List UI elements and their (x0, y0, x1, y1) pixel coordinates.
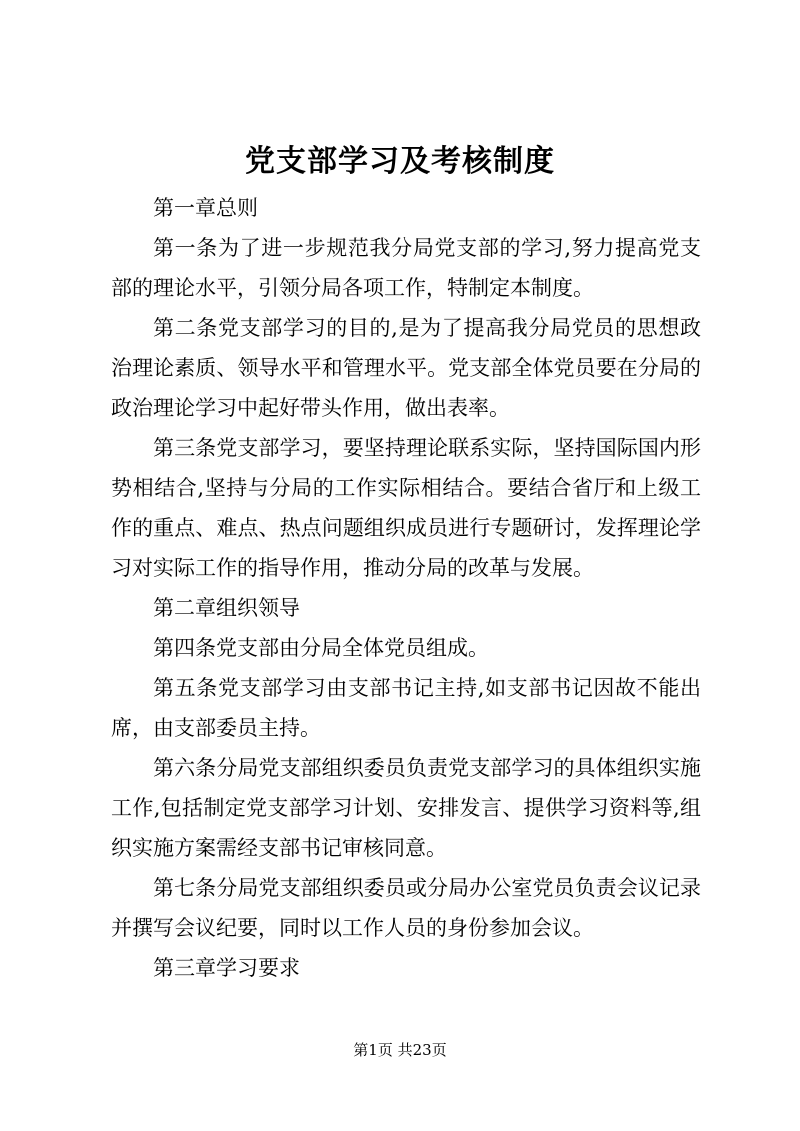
page-number-footer: 第1页 共23页 (353, 1041, 447, 1059)
article-6: 第六条分局党支部组织委员负责党支部学习的具体组织实施工作,包括制定党支部学习计划、安排发言、提供学习资料等,组织实施方案需经支部书记审核同意。 (111, 756, 701, 860)
article-3: 第三条党支部学习，要坚持理论联系实际，坚持国际国内形势相结合,坚持与分局的工作实际相结合。要结合省厅和上级工作的重点、难点、热点问题组织成员进行专题研讨，发挥理论学习对实际工作的指导作用，推动分局的改革与发展。 (111, 436, 701, 580)
article-5: 第五条党支部学习由支部书记主持,如支部书记因故不能出席，由支部委员主持。 (111, 676, 701, 740)
article-4: 第四条党支部由分局全体党员组成。 (153, 636, 489, 660)
chapter-heading-3: 第三章学习要求 (153, 956, 300, 980)
article-2: 第二条党支部学习的目的,是为了提高我分局党员的思想政治理论素质、领导水平和管理水平。党支部全体党员要在分局的政治理论学习中起好带头作用，做出表率。 (111, 316, 701, 420)
article-1: 第一条为了进一步规范我分局党支部的学习,努力提高党支部的理论水平，引领分局各项工作，特制定本制度。 (111, 236, 701, 300)
chapter-heading-1: 第一章总则 (153, 196, 258, 220)
chapter-heading-2: 第二章组织领导 (153, 596, 300, 620)
document-body (111, 188, 701, 988)
document-title: 党支部学习及考核制度 (245, 144, 555, 179)
article-7: 第七条分局党支部组织委员或分局办公室党员负责会议记录并撰写会议纪要，同时以工作人员的身份参加会议。 (111, 876, 701, 940)
